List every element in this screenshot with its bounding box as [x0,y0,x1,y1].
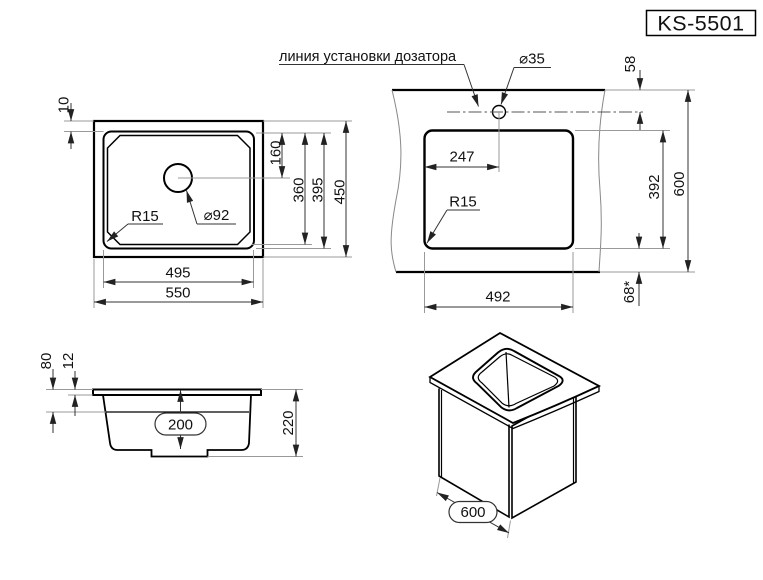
callout-corner-radius [107,208,163,242]
dim-text: 220 [280,410,297,436]
dim-text: 495 [165,264,191,282]
leader-line [107,224,128,242]
iso-view [430,333,599,538]
ext-line [508,521,511,539]
title-block [647,11,756,36]
flange-profile [93,390,261,396]
leader-line [464,65,479,107]
dim-cutout-width [425,252,574,313]
sink-rim-outline [104,132,255,249]
leader-line [501,68,514,105]
dim-text: 160 [267,140,285,166]
dim-text: 360 [290,177,308,203]
dim-hole-from-top [256,133,331,178]
top-view [56,97,353,308]
break-line-left [391,90,401,272]
leader-line [187,191,198,225]
dim-bowl-width [104,250,254,288]
dim-dispenser-from-left [425,149,500,168]
dim-text: 392 [646,174,663,200]
dim-text: 550 [165,284,191,302]
dim-text: 12 [60,352,77,370]
dim-text: 10 [55,96,73,114]
break-line-right [599,90,605,272]
callout-cutout-radius [427,194,480,244]
callout-text: R15 [449,193,477,211]
dim-flange-thickness [60,353,93,416]
model-number: KS-5501 [657,11,745,36]
callout-text: линия установки дозатора [279,49,457,65]
bowl-inner-outline [108,136,251,245]
dim-line-offset [605,56,695,130]
callout-drain-diameter [187,191,237,225]
dim-text: 395 [309,177,327,203]
dim-text: 200 [167,416,194,434]
dim-cutout-depth [575,131,670,249]
dim-text: 58 [622,55,639,73]
callout-dispenser-diameter [501,51,551,105]
dim-bowl-depth [155,390,206,449]
leader-line [427,210,447,243]
callout-text: ⌀92 [203,207,230,224]
dim-rear-margin [621,233,639,306]
dim-text: 450 [331,179,349,205]
dim-rim-offset [56,97,104,149]
callout-text: R15 [131,208,159,225]
callout-dispenser-line [279,49,479,107]
dim-text: 247 [449,148,475,166]
dim-text: 68* [621,280,638,304]
side-view [38,353,303,457]
dim-text: 600 [460,504,486,521]
dim-text: 80 [38,352,55,370]
dim-text: 600 [671,171,688,197]
callout-text: ⌀35 [519,50,545,68]
sink-outer-outline [94,121,263,257]
dim-cabinet-width [437,478,511,538]
dim-overall-height [208,390,304,457]
dim-text: 492 [485,288,511,306]
